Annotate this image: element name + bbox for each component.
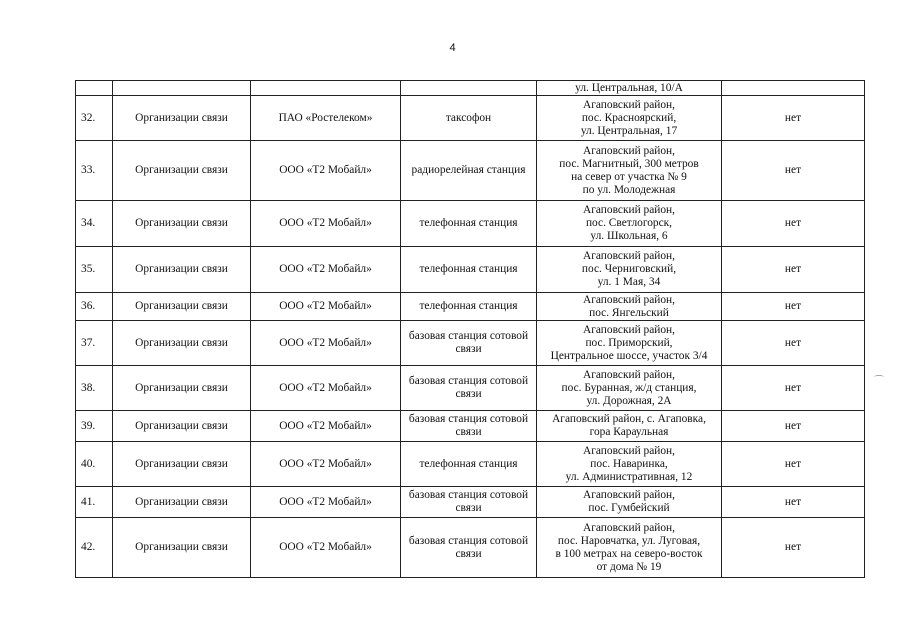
table-row <box>76 518 865 578</box>
address-line: пос. Черниговский, <box>581 263 677 275</box>
cell-num: 36. <box>76 293 113 321</box>
cell-status: нет <box>722 442 865 487</box>
cell-owner: ООО «Т2 Мобайл» <box>251 366 401 411</box>
page-number: 4 <box>449 42 456 54</box>
cell-num: 35. <box>76 247 113 293</box>
cell-object: радиорелейная станция <box>401 141 537 201</box>
cell-object: базовая станция сотовой связи <box>401 518 537 578</box>
cell-address <box>537 201 722 247</box>
address-line: от дома № 19 <box>596 560 662 573</box>
address-line: пос. Гумбейский <box>588 502 670 514</box>
cell-status: нет <box>722 141 865 201</box>
cell-num: 42. <box>76 518 113 578</box>
cell-address <box>537 141 722 201</box>
cell-object <box>401 81 537 96</box>
table-row <box>76 293 865 321</box>
table-row <box>76 366 865 411</box>
cell-num: 33. <box>76 141 113 201</box>
cell-category: Организации связи <box>113 96 251 141</box>
cell-address <box>537 321 722 366</box>
address-line: ул. Административная, 12 <box>565 470 693 483</box>
cell-num: 41. <box>76 487 113 518</box>
cell-address <box>537 247 722 293</box>
address-line: ул. Дорожная, 2А <box>586 394 672 407</box>
address-line: пос. Магнитный, 300 метров <box>559 157 699 170</box>
table-row <box>76 141 865 201</box>
cell-status: нет <box>722 201 865 247</box>
address-line: ул. Школьная, 6 <box>590 230 668 242</box>
cell-owner: ПАО «Ростелеком» <box>251 96 401 141</box>
margin-mark: ⌒ <box>874 376 884 387</box>
cell-address <box>537 293 722 321</box>
address-line: пос. Буранная, ж/д станция, <box>561 381 697 394</box>
address-line: Агаповский район, <box>582 293 676 306</box>
cell-owner: ООО «Т2 Мобайл» <box>251 487 401 518</box>
cell-status: нет <box>722 293 865 321</box>
cell-object: таксофон <box>401 96 537 141</box>
cell-address <box>537 487 722 518</box>
address-line: пос. Красноярский, <box>581 111 677 124</box>
cell-category: Организации связи <box>113 442 251 487</box>
cell-num: 38. <box>76 366 113 411</box>
cell-owner: ООО «Т2 Мобайл» <box>251 201 401 247</box>
register-table-body <box>76 81 865 578</box>
address-line: Агаповский район, <box>582 489 676 501</box>
cell-num: 32. <box>76 96 113 141</box>
table-row <box>76 247 865 293</box>
cell-owner <box>251 81 401 96</box>
table-row <box>76 411 865 442</box>
address-line: Агаповский район, <box>582 250 676 262</box>
cell-status: нет <box>722 411 865 442</box>
cell-address <box>537 96 722 141</box>
cell-num: 34. <box>76 201 113 247</box>
cell-category: Организации связи <box>113 411 251 442</box>
address-line: Центральное шоссе, участок 3/4 <box>550 349 708 362</box>
address-line: пос. Наваринка, <box>590 457 668 470</box>
address-line: Агаповский район, <box>582 98 676 111</box>
cell-address <box>537 411 722 442</box>
cell-status: нет <box>722 518 865 578</box>
address-line: ул. 1 Мая, 34 <box>597 276 661 288</box>
cell-category: Организации связи <box>113 366 251 411</box>
cell-object: базовая станция сотовой связи <box>401 321 537 366</box>
address-line: на север от участка № 9 <box>571 170 687 183</box>
cell-object: базовая станция сотовой связи <box>401 411 537 442</box>
address-line: Агаповский район, <box>582 368 676 381</box>
table-row <box>76 96 865 141</box>
cell-num: 37. <box>76 321 113 366</box>
address-line: Агаповский район, <box>582 144 676 157</box>
cell-num: 39. <box>76 411 113 442</box>
address-line: по ул. Молодежная <box>582 183 676 196</box>
cell-owner: ООО «Т2 Мобайл» <box>251 321 401 366</box>
cell-address <box>537 442 722 487</box>
cell-address <box>537 518 722 578</box>
cell-object: телефонная станция <box>401 442 537 487</box>
cell-category: Организации связи <box>113 247 251 293</box>
cell-object: телефонная станция <box>401 293 537 321</box>
cell-category: Организации связи <box>113 141 251 201</box>
table-row <box>76 442 865 487</box>
table-row-continuation <box>76 81 865 96</box>
address-line: Агаповский район, с. Агаповка, <box>552 413 706 425</box>
address-line: Агаповский район, <box>582 204 676 216</box>
cell-owner: ООО «Т2 Мобайл» <box>251 442 401 487</box>
register-table <box>75 80 865 578</box>
address-line: пос. Янгельский <box>589 306 669 319</box>
cell-address <box>537 366 722 411</box>
cell-num: 40. <box>76 442 113 487</box>
address-line: пос. Приморский, <box>585 336 673 349</box>
cell-owner: ООО «Т2 Мобайл» <box>251 293 401 321</box>
cell-object: базовая станция сотовой связи <box>401 487 537 518</box>
address-line: гора Караульная <box>589 426 669 438</box>
cell-status: нет <box>722 366 865 411</box>
cell-category: Организации связи <box>113 321 251 366</box>
table-row <box>76 321 865 366</box>
cell-owner: ООО «Т2 Мобайл» <box>251 141 401 201</box>
address-line: Агаповский район, <box>582 323 676 336</box>
address-line: ул. Центральная, 17 <box>580 124 678 137</box>
cell-object: телефонная станция <box>401 201 537 247</box>
cell-address <box>537 81 722 96</box>
cell-owner: ООО «Т2 Мобайл» <box>251 411 401 442</box>
address-line: ул. Центральная, 10/А <box>575 81 683 94</box>
cell-status: нет <box>722 321 865 366</box>
cell-object: телефонная станция <box>401 247 537 293</box>
cell-category: Организации связи <box>113 487 251 518</box>
cell-status: нет <box>722 96 865 141</box>
cell-status <box>722 81 865 96</box>
cell-status: нет <box>722 247 865 293</box>
cell-category: Организации связи <box>113 518 251 578</box>
address-line: Агаповский район, <box>582 521 676 534</box>
table-row <box>76 487 865 518</box>
address-line: Агаповский район, <box>582 444 676 457</box>
cell-status: нет <box>722 487 865 518</box>
table-row <box>76 201 865 247</box>
address-line: в 100 метрах на северо-восток <box>555 547 703 560</box>
address-line: пос. Наровчатка, ул. Луговая, <box>557 534 701 547</box>
address-line: пос. Светлогорск, <box>585 217 673 229</box>
cell-num <box>76 81 113 96</box>
cell-owner: ООО «Т2 Мобайл» <box>251 247 401 293</box>
cell-object: базовая станция сотовой связи <box>401 366 537 411</box>
cell-category <box>113 81 251 96</box>
cell-category: Организации связи <box>113 293 251 321</box>
cell-category: Организации связи <box>113 201 251 247</box>
cell-owner: ООО «Т2 Мобайл» <box>251 518 401 578</box>
